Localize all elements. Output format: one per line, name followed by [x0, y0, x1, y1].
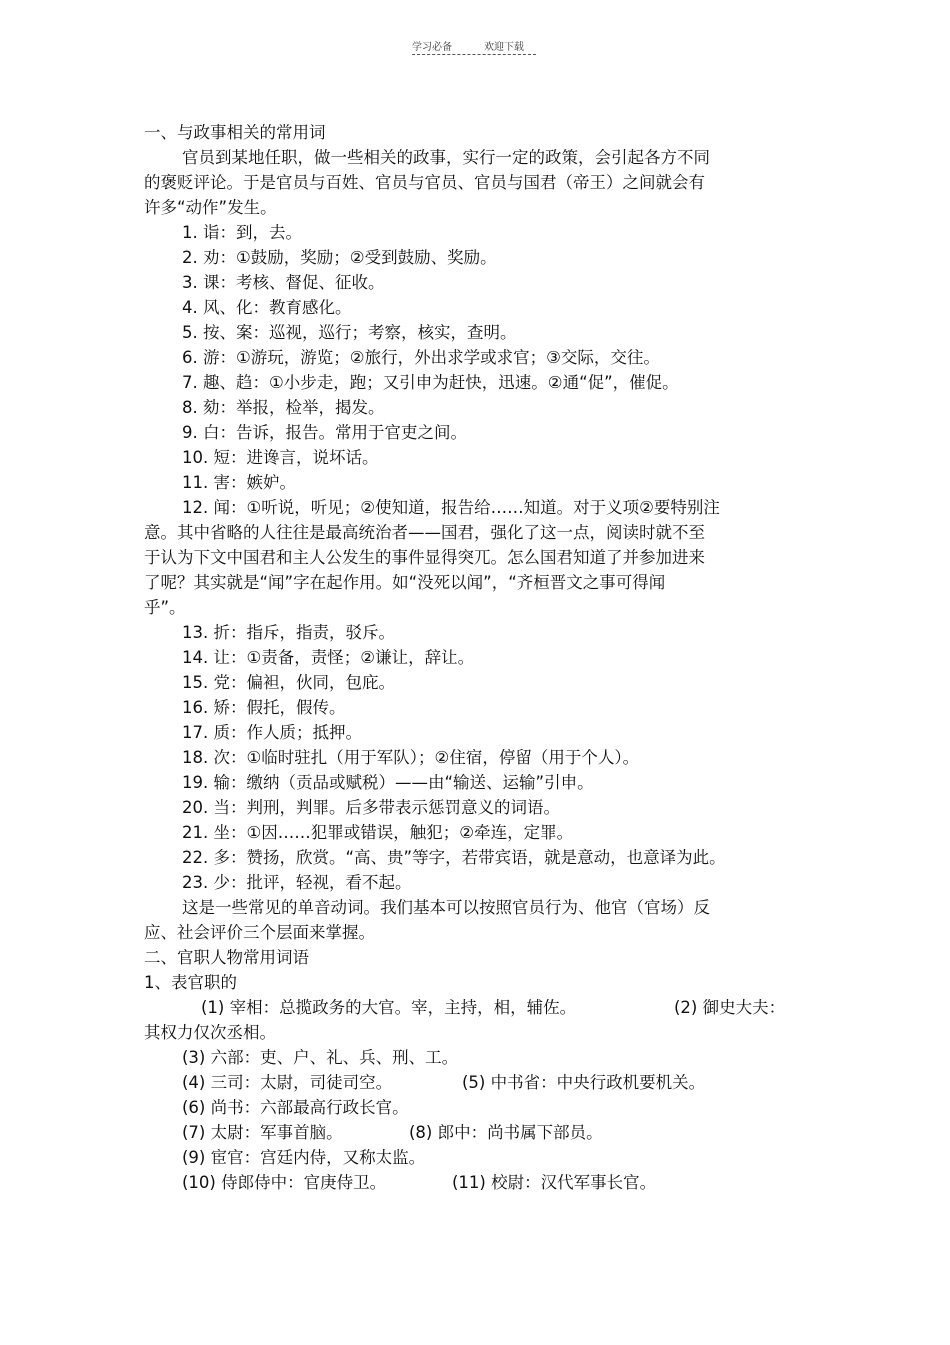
term-item: 10. 短：进谗言，说坏话。 — [182, 448, 379, 467]
term-item: 16. 矫：假托，假传。 — [182, 698, 346, 717]
official-item-cont: 其权力仅次丞相。 — [144, 1023, 276, 1042]
official-item: (8) 郎中：尚书属下部员。 — [409, 1123, 603, 1142]
term-item: 20. 当：判刑，判罪。后多带表示惩罚意义的词语。 — [182, 798, 560, 817]
term-item-12-cont: 于认为下文中国君和主人公发生的事件显得突兀。怎么国君知道了并参加进来 — [144, 548, 705, 567]
term-item: 23. 少：批评，轻视，看不起。 — [182, 873, 412, 892]
official-item: (9) 宦官：宫廷内侍，又称太监。 — [182, 1148, 426, 1167]
official-pair-4-5 — [144, 1070, 784, 1095]
term-item: 18. 次：①临时驻扎（用于军队）；②住宿，停留（用于个人）。 — [182, 748, 640, 767]
official-pair-1-2 — [144, 995, 784, 1020]
term-item: 14. 让：①责备，责怪；②谦让，辞让。 — [182, 648, 475, 667]
term-item: 4. 风、化：教育感化。 — [182, 298, 352, 317]
term-item-12-cont: 意。其中省略的人往往是最高统治者——国君，强化了这一点，阅读时就不至 — [144, 523, 705, 542]
term-item: 17. 质：作人质；抵押。 — [182, 723, 362, 742]
term-item: 2. 劝：①鼓励，奖励；②受到鼓励、奖励。 — [182, 248, 497, 267]
term-item: 1. 诣：到，去。 — [182, 223, 302, 242]
official-item: (7) 太尉：军事首脑。 — [182, 1123, 343, 1142]
summary-line: 应、社会评价三个层面来掌握。 — [144, 923, 375, 942]
official-item: (4) 三司：太尉，司徒司空。 — [182, 1073, 393, 1092]
header-rule — [412, 54, 536, 55]
official-item: (10) 侍郎侍中：官庚侍卫。 — [182, 1173, 387, 1192]
section2-title: 二、官职人物常用词语 — [144, 948, 309, 967]
term-item: 19. 输：缴纳（贡品或赋税）——由“输送、运输”引申。 — [182, 773, 594, 792]
term-item-12-cont: 了呢？其实就是“闻”字在起作用。如“没死以闻”，“齐桓晋文之事可得闻 — [144, 573, 666, 592]
term-item: 5. 按、案：巡视，巡行；考察，核实，查明。 — [182, 323, 517, 342]
term-item: 15. 党：偏袒，伙同，包庇。 — [182, 673, 395, 692]
official-item: (6) 尚书：六部最高行政长官。 — [182, 1098, 409, 1117]
header-right: 欢迎下载 — [484, 42, 524, 53]
official-pair-10-11 — [144, 1170, 784, 1195]
term-item: 11. 害：嫉妒。 — [182, 473, 296, 492]
term-item-12: 12. 闻：①听说，听见；②使知道，报告给……知道。对于义项②要特别注 — [182, 498, 720, 517]
official-item: (5) 中书省：中央行政机要机关。 — [462, 1073, 706, 1092]
official-item: (11) 校尉：汉代军事长官。 — [452, 1173, 657, 1192]
official-item: (2) 御史大夫： — [674, 998, 786, 1017]
term-item: 3. 课：考核、督促、征收。 — [182, 273, 385, 292]
summary-line: 这是一些常见的单音动词。我们基本可以按照官员行为、他官（官场）反 — [182, 898, 710, 917]
intro-line: 官员到某地任职，做一些相关的政事，实行一定的政策，会引起各方不同 — [182, 148, 710, 167]
term-item: 9. 白：告诉，报告。常用于官吏之间。 — [182, 423, 467, 442]
term-item-12-cont: 乎”。 — [144, 598, 186, 617]
official-pair-7-8 — [144, 1120, 784, 1145]
header-left: 学习必备 — [412, 42, 452, 53]
document-body — [144, 120, 784, 1195]
official-item: (1) 宰相：总揽政务的大官。宰，主持，相，辅佐。 — [201, 998, 577, 1017]
intro-line: 的褒贬评论。于是官员与百姓、官员与官员、官员与国君（帝王）之间就会有 — [144, 173, 705, 192]
term-item: 7. 趣、趋：①小步走，跑；又引申为赶快，迅速。②通“促”，催促。 — [182, 373, 679, 392]
term-item: 6. 游：①游玩，游览；②旅行，外出求学或求官；③交际，交往。 — [182, 348, 660, 367]
term-item: 13. 折：指斥，指责，驳斥。 — [182, 623, 395, 642]
intro-line: 许多“动作”发生。 — [144, 198, 277, 217]
subsection-title: 1、表官职的 — [144, 973, 237, 992]
term-item: 22. 多：赞扬，欣赏。“高、贵”等字，若带宾语，就是意动，也意译为此。 — [182, 848, 726, 867]
term-item: 8. 劾：举报，检举，揭发。 — [182, 398, 385, 417]
section1-title: 一、与政事相关的常用词 — [144, 123, 326, 142]
official-item: (3) 六部：吏、户、礼、兵、刑、工。 — [182, 1048, 459, 1067]
term-item: 21. 坐：①因……犯罪或错误，触犯；②牵连，定罪。 — [182, 823, 574, 842]
page-header — [412, 38, 536, 53]
